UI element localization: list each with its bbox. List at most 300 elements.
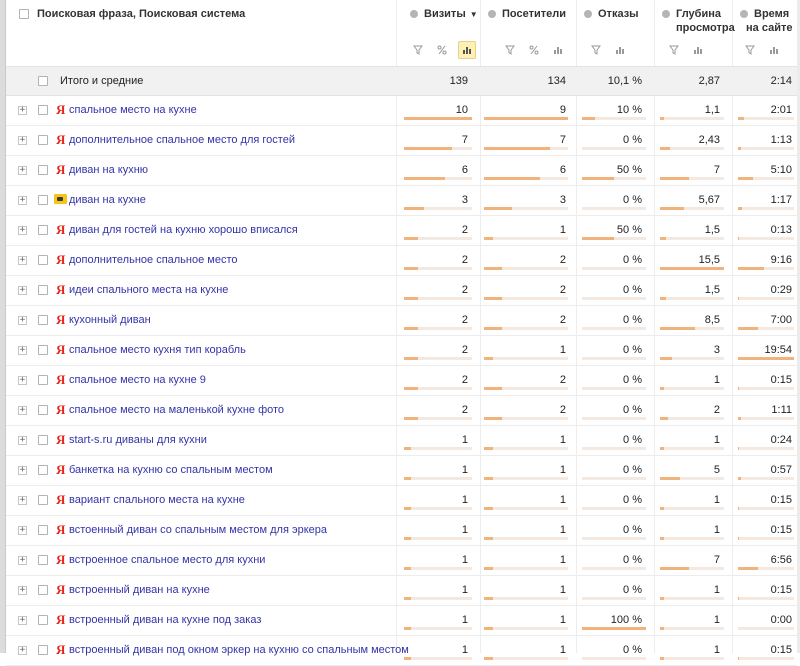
cell-bounces: 0 % xyxy=(623,134,642,146)
row-checkbox[interactable] xyxy=(38,375,48,385)
bar-track-visitors xyxy=(484,117,568,120)
cell-visitors: 3 xyxy=(559,194,566,206)
bar-track-time xyxy=(738,117,794,120)
bar-fill-visitors xyxy=(484,147,550,150)
bar-fill-depth xyxy=(660,627,664,630)
cell-visitors: 2 xyxy=(559,374,566,386)
bar-fill-depth xyxy=(660,297,666,300)
column-toggle-dot[interactable] xyxy=(488,10,496,18)
cell-bounces: 0 % xyxy=(623,644,642,656)
bar-track-visits xyxy=(404,327,472,330)
filter-icon[interactable] xyxy=(666,42,682,58)
bar-track-bounces xyxy=(582,357,646,360)
bar-track-bounces xyxy=(582,597,646,600)
summary-visits: 139 xyxy=(449,75,468,87)
search-phrase-link[interactable]: спальное место кухня тип корабль xyxy=(69,344,246,356)
expand-row-icon[interactable]: + xyxy=(19,525,26,535)
bar-fill-visits xyxy=(404,657,411,660)
percent-icon[interactable] xyxy=(434,42,450,58)
row-checkbox[interactable] xyxy=(38,345,48,355)
column-header-time[interactable] xyxy=(740,0,797,66)
bar-track-depth xyxy=(660,627,724,630)
expand-row-icon[interactable]: + xyxy=(19,375,26,385)
percent-icon[interactable] xyxy=(526,42,542,58)
cell-time: 0:00 xyxy=(770,614,792,626)
yandex-images-icon xyxy=(54,194,67,204)
cell-visits: 1 xyxy=(461,524,468,536)
table-row[interactable] xyxy=(6,456,797,486)
bar-fill-depth xyxy=(660,597,664,600)
row-checkbox[interactable] xyxy=(38,315,48,325)
yandex-search-icon: Я xyxy=(56,342,66,357)
bar-chart-icon[interactable] xyxy=(766,42,782,58)
bar-track-bounces xyxy=(582,507,646,510)
table-row[interactable] xyxy=(6,576,797,606)
column-header-bounces[interactable] xyxy=(584,0,654,66)
cell-visitors: 1 xyxy=(559,644,566,656)
bar-track-visitors xyxy=(484,477,568,480)
expand-row-icon[interactable]: + xyxy=(19,345,26,355)
expand-row-icon[interactable]: + xyxy=(19,195,26,205)
cell-depth: 5,67 xyxy=(698,194,720,206)
row-checkbox[interactable] xyxy=(38,465,48,475)
bar-fill-visitors xyxy=(484,507,493,510)
yandex-search-icon: Я xyxy=(56,522,66,537)
bar-track-depth xyxy=(660,447,724,450)
row-checkbox[interactable] xyxy=(38,435,48,445)
table-row[interactable] xyxy=(6,306,797,336)
bar-fill-visitors xyxy=(484,657,493,660)
bar-track-depth xyxy=(660,387,724,390)
bar-fill-depth xyxy=(660,237,666,240)
bar-fill-time xyxy=(738,447,739,450)
cell-bounces: 0 % xyxy=(623,194,642,206)
row-checkbox[interactable] xyxy=(38,405,48,415)
bar-track-time xyxy=(738,327,794,330)
expand-row-icon[interactable]: + xyxy=(19,645,26,655)
column-header-phrase[interactable] xyxy=(37,0,387,66)
row-checkbox[interactable] xyxy=(38,105,48,115)
cell-visitors: 1 xyxy=(559,554,566,566)
bar-fill-visitors xyxy=(484,207,512,210)
cell-time: 0:13 xyxy=(770,224,792,236)
bar-fill-time xyxy=(738,657,739,660)
search-phrase-link[interactable]: диван на кухне xyxy=(69,194,146,206)
yandex-search-icon: Я xyxy=(56,102,66,117)
bar-track-time xyxy=(738,357,794,360)
bar-fill-visitors xyxy=(484,237,493,240)
bar-fill-visits xyxy=(404,537,411,540)
bar-chart-icon[interactable] xyxy=(690,42,706,58)
table-row[interactable] xyxy=(6,516,797,546)
summary-depth: 2,87 xyxy=(698,75,720,87)
summary-bounces: 10,1 % xyxy=(607,75,642,87)
bar-fill-visits xyxy=(404,117,472,120)
bar-track-depth xyxy=(660,567,724,570)
cell-time: 0:24 xyxy=(770,434,792,446)
search-phrase-link[interactable]: встроенный диван на кухне xyxy=(69,584,210,596)
cell-visits: 1 xyxy=(461,584,468,596)
cell-bounces: 0 % xyxy=(623,314,642,326)
bar-fill-visitors xyxy=(484,597,493,600)
bar-track-visitors xyxy=(484,297,568,300)
bar-track-bounces xyxy=(582,237,646,240)
yandex-search-icon: Я xyxy=(56,132,66,147)
expand-row-icon[interactable]: + xyxy=(19,555,26,565)
cell-depth: 2 xyxy=(713,404,720,416)
cell-visitors: 1 xyxy=(559,494,566,506)
bar-fill-time xyxy=(738,417,741,420)
expand-row-icon[interactable]: + xyxy=(19,165,26,175)
cell-visits: 1 xyxy=(461,614,468,626)
row-checkbox[interactable] xyxy=(38,165,48,175)
bar-track-time xyxy=(738,207,794,210)
bar-fill-visits xyxy=(404,267,418,270)
bar-track-depth xyxy=(660,597,724,600)
cell-depth: 2,43 xyxy=(698,134,720,146)
cell-visitors: 1 xyxy=(559,344,566,356)
bar-fill-visits xyxy=(404,477,411,480)
bar-fill-time xyxy=(738,267,764,270)
bar-track-depth xyxy=(660,117,724,120)
search-phrase-link[interactable]: спальное место на маленькой кухне фото xyxy=(69,404,285,416)
bar-track-depth xyxy=(660,267,724,270)
row-checkbox[interactable] xyxy=(38,285,48,295)
cell-visitors: 6 xyxy=(559,164,566,176)
expand-row-icon[interactable]: + xyxy=(19,285,26,295)
table-row[interactable] xyxy=(6,606,797,636)
bar-fill-bounces xyxy=(582,177,614,180)
cell-bounces: 0 % xyxy=(623,464,642,476)
filter-icon[interactable] xyxy=(588,42,604,58)
expand-row-icon[interactable]: + xyxy=(19,495,26,505)
bar-fill-bounces xyxy=(582,627,646,630)
cell-visits: 3 xyxy=(461,194,468,206)
row-checkbox[interactable] xyxy=(38,615,48,625)
cell-visitors: 1 xyxy=(559,224,566,236)
summary-label: Итого и средние xyxy=(60,75,144,87)
column-title-time-line2: на сайте xyxy=(746,22,793,34)
bar-track-visits xyxy=(404,507,472,510)
cell-time: 1:17 xyxy=(770,194,792,206)
cell-visits: 2 xyxy=(461,344,468,356)
expand-row-icon[interactable]: + xyxy=(19,135,26,145)
column-header-visits[interactable] xyxy=(410,0,480,66)
cell-time: 1:13 xyxy=(770,134,792,146)
expand-row-icon[interactable]: + xyxy=(19,615,26,625)
column-toggle-dot[interactable] xyxy=(740,10,748,18)
bar-track-bounces xyxy=(582,537,646,540)
cell-bounces: 0 % xyxy=(623,404,642,416)
table-header xyxy=(6,0,797,67)
bar-fill-visitors xyxy=(484,477,493,480)
cell-visits: 1 xyxy=(461,554,468,566)
cell-visits: 2 xyxy=(461,374,468,386)
bar-track-bounces xyxy=(582,567,646,570)
cell-visitors: 1 xyxy=(559,584,566,596)
bar-track-visits xyxy=(404,567,472,570)
bar-track-depth xyxy=(660,297,724,300)
bar-fill-time xyxy=(738,387,739,390)
cell-depth: 1 xyxy=(713,614,720,626)
table-row[interactable] xyxy=(6,336,797,366)
yandex-search-icon: Я xyxy=(56,612,66,627)
table-row[interactable] xyxy=(6,156,797,186)
bar-track-visits xyxy=(404,627,472,630)
bar-fill-visits xyxy=(404,357,418,360)
search-phrase-link[interactable]: встроенный диван под окном эркер на кухню со спальным местом xyxy=(69,644,409,656)
row-checkbox[interactable] xyxy=(38,645,48,655)
bar-track-bounces xyxy=(582,327,646,330)
bar-track-visitors xyxy=(484,627,568,630)
cell-depth: 1,1 xyxy=(704,104,720,116)
cell-visitors: 2 xyxy=(559,404,566,416)
bar-track-time xyxy=(738,267,794,270)
search-phrase-link[interactable]: спальное место на кухне xyxy=(69,104,197,116)
yandex-search-icon: Я xyxy=(56,462,66,477)
cell-visitors: 2 xyxy=(559,284,566,296)
table-row[interactable] xyxy=(6,186,797,216)
yandex-search-icon: Я xyxy=(56,162,66,177)
table-row[interactable] xyxy=(6,126,797,156)
cell-visitors: 2 xyxy=(559,254,566,266)
bar-fill-visits xyxy=(404,627,411,630)
bar-chart-icon[interactable] xyxy=(612,42,628,58)
column-toggle-dot[interactable] xyxy=(584,10,592,18)
bar-fill-visits xyxy=(404,417,418,420)
bar-fill-time xyxy=(738,357,794,360)
search-phrase-link[interactable]: start-s.ru диваны для кухни xyxy=(69,434,207,446)
search-phrase-link[interactable]: диван на кухню xyxy=(69,164,149,176)
bar-fill-visitors xyxy=(484,447,493,450)
filter-icon[interactable] xyxy=(742,42,758,58)
expand-row-icon[interactable]: + xyxy=(19,465,26,475)
bar-track-visitors xyxy=(484,657,568,660)
bar-fill-time xyxy=(738,237,739,240)
bar-fill-visits xyxy=(404,327,418,330)
bar-chart-icon[interactable] xyxy=(458,41,476,59)
cell-visits: 6 xyxy=(461,164,468,176)
expand-row-icon[interactable]: + xyxy=(19,585,26,595)
column-title-depth: Глубина xyxy=(676,8,721,20)
row-checkbox[interactable] xyxy=(38,585,48,595)
bar-track-visitors xyxy=(484,327,568,330)
expand-row-icon[interactable]: + xyxy=(19,225,26,235)
cell-visitors: 1 xyxy=(559,464,566,476)
bar-track-bounces xyxy=(582,387,646,390)
table-row[interactable] xyxy=(6,486,797,516)
sort-desc-icon[interactable]: ▼ xyxy=(469,10,478,19)
bar-track-visits xyxy=(404,447,472,450)
table-row[interactable] xyxy=(6,216,797,246)
bar-track-bounces xyxy=(582,657,646,660)
bar-fill-visitors xyxy=(484,267,502,270)
yandex-search-icon: Я xyxy=(56,312,66,327)
bar-fill-depth xyxy=(660,117,664,120)
cell-time: 6:56 xyxy=(770,554,792,566)
bar-track-time xyxy=(738,147,794,150)
bar-fill-depth xyxy=(660,147,670,150)
yandex-search-icon: Я xyxy=(56,552,66,567)
column-header-visitors[interactable] xyxy=(488,0,576,66)
bar-track-visitors xyxy=(484,267,568,270)
bar-fill-visits xyxy=(404,567,411,570)
row-checkbox[interactable] xyxy=(38,135,48,145)
cell-depth: 1 xyxy=(713,494,720,506)
bar-track-visits xyxy=(404,177,472,180)
column-title-phrase: Поисковая фраза, Поисковая система xyxy=(37,8,246,20)
table-row[interactable] xyxy=(6,426,797,456)
column-header-depth[interactable] xyxy=(662,0,735,66)
row-checkbox[interactable] xyxy=(38,495,48,505)
bar-fill-depth xyxy=(660,507,664,510)
bar-track-visitors xyxy=(484,537,568,540)
table-row[interactable] xyxy=(6,636,797,666)
bar-track-visitors xyxy=(484,507,568,510)
cell-bounces: 10 % xyxy=(616,104,642,116)
summary-visitors: 134 xyxy=(547,75,566,87)
bar-fill-time xyxy=(738,507,739,510)
select-all-checkbox[interactable] xyxy=(19,9,29,19)
table-row[interactable] xyxy=(6,96,797,126)
bar-fill-time xyxy=(738,117,744,120)
cell-time: 0:29 xyxy=(770,284,792,296)
search-phrase-link[interactable]: дополнительное спальное место для гостей xyxy=(69,134,295,146)
table-row[interactable] xyxy=(6,546,797,576)
bar-fill-visitors xyxy=(484,297,502,300)
cell-bounces: 0 % xyxy=(623,434,642,446)
expand-row-icon[interactable]: + xyxy=(19,315,26,325)
search-phrase-link[interactable]: вариант спального места на кухне xyxy=(69,494,245,506)
cell-time: 19:54 xyxy=(764,344,792,356)
table-row[interactable] xyxy=(6,246,797,276)
bar-track-depth xyxy=(660,357,724,360)
search-phrase-link[interactable]: встоенный диван со спальным местом для эркера xyxy=(69,524,327,536)
cell-time: 2:01 xyxy=(770,104,792,116)
bar-track-visitors xyxy=(484,447,568,450)
row-checkbox[interactable] xyxy=(38,255,48,265)
cell-visitors: 9 xyxy=(559,104,566,116)
search-phrase-link[interactable]: диван для гостей на кухню хорошо вписался xyxy=(69,224,298,236)
bar-track-bounces xyxy=(582,147,646,150)
cell-visits: 2 xyxy=(461,224,468,236)
bar-track-depth xyxy=(660,327,724,330)
search-phrase-link[interactable]: дополнительное спальное место xyxy=(69,254,238,266)
yandex-search-icon: Я xyxy=(56,282,66,297)
expand-row-icon[interactable]: + xyxy=(19,435,26,445)
bar-fill-time xyxy=(738,177,753,180)
cell-depth: 7 xyxy=(713,554,720,566)
row-checkbox[interactable] xyxy=(38,525,48,535)
bar-track-depth xyxy=(660,477,724,480)
bar-track-depth xyxy=(660,147,724,150)
column-title-time: Время xyxy=(754,8,790,20)
bar-track-depth xyxy=(660,177,724,180)
bar-fill-depth xyxy=(660,657,664,660)
summary-checkbox[interactable] xyxy=(38,76,48,86)
cell-depth: 1 xyxy=(713,434,720,446)
cell-depth: 1,5 xyxy=(704,224,720,236)
cell-bounces: 0 % xyxy=(623,284,642,296)
bar-fill-depth xyxy=(660,567,689,570)
search-phrase-link[interactable]: встроенный диван на кухне под заказ xyxy=(69,614,262,626)
bar-fill-visits xyxy=(404,207,424,210)
cell-depth: 1 xyxy=(713,524,720,536)
bar-fill-bounces xyxy=(582,117,595,120)
bar-track-depth xyxy=(660,417,724,420)
yandex-search-icon: Я xyxy=(56,432,66,447)
row-checkbox[interactable] xyxy=(38,555,48,565)
bar-fill-bounces xyxy=(582,237,614,240)
search-phrase-link[interactable]: спальное место на кухне 9 xyxy=(69,374,206,386)
expand-row-icon[interactable]: + xyxy=(19,255,26,265)
search-phrase-link[interactable]: идеи спального места на кухне xyxy=(69,284,229,296)
cell-bounces: 0 % xyxy=(623,554,642,566)
expand-row-icon[interactable]: + xyxy=(19,105,26,115)
expand-row-icon[interactable]: + xyxy=(19,405,26,415)
bar-fill-depth xyxy=(660,357,672,360)
bar-track-bounces xyxy=(582,117,646,120)
bar-track-time xyxy=(738,417,794,420)
table-body xyxy=(6,96,797,666)
cell-depth: 1,5 xyxy=(704,284,720,296)
filter-icon[interactable] xyxy=(410,42,426,58)
bar-track-time xyxy=(738,447,794,450)
search-phrase-link[interactable]: кухонный диван xyxy=(69,314,151,326)
bar-fill-visitors xyxy=(484,117,568,120)
row-checkbox[interactable] xyxy=(38,225,48,235)
cell-bounces: 0 % xyxy=(623,524,642,536)
cell-time: 7:00 xyxy=(770,314,792,326)
search-phrase-link[interactable]: встроенное спальное место для кухни xyxy=(69,554,266,566)
bar-track-bounces xyxy=(582,627,646,630)
bar-track-bounces xyxy=(582,177,646,180)
yandex-search-icon: Я xyxy=(56,642,66,657)
column-toggle-dot[interactable] xyxy=(410,10,418,18)
cell-time: 0:57 xyxy=(770,464,792,476)
bar-track-depth xyxy=(660,237,724,240)
table-row[interactable] xyxy=(6,276,797,306)
cell-depth: 15,5 xyxy=(698,254,720,266)
cell-visits: 2 xyxy=(461,284,468,296)
cell-bounces: 0 % xyxy=(623,374,642,386)
bar-fill-visitors xyxy=(484,357,493,360)
yandex-search-icon: Я xyxy=(56,492,66,507)
search-phrase-link[interactable]: банкетка на кухню со спальным местом xyxy=(69,464,273,476)
bar-fill-depth xyxy=(660,207,684,210)
cell-time: 5:10 xyxy=(770,164,792,176)
summary-row xyxy=(6,67,797,96)
yandex-search-icon: Я xyxy=(56,222,66,237)
bar-chart-icon[interactable] xyxy=(550,42,566,58)
bar-track-time xyxy=(738,387,794,390)
bar-fill-visitors xyxy=(484,417,502,420)
cell-visitors: 1 xyxy=(559,614,566,626)
table-row[interactable] xyxy=(6,366,797,396)
table-row[interactable] xyxy=(6,396,797,426)
bar-track-bounces xyxy=(582,297,646,300)
bar-fill-visits xyxy=(404,237,418,240)
bar-track-depth xyxy=(660,207,724,210)
row-checkbox[interactable] xyxy=(38,195,48,205)
bar-track-visits xyxy=(404,657,472,660)
bar-fill-depth xyxy=(660,327,695,330)
bar-fill-depth xyxy=(660,447,664,450)
column-toggle-dot[interactable] xyxy=(662,10,670,18)
cell-time: 9:16 xyxy=(770,254,792,266)
filter-icon[interactable] xyxy=(502,42,518,58)
bar-track-visits xyxy=(404,357,472,360)
